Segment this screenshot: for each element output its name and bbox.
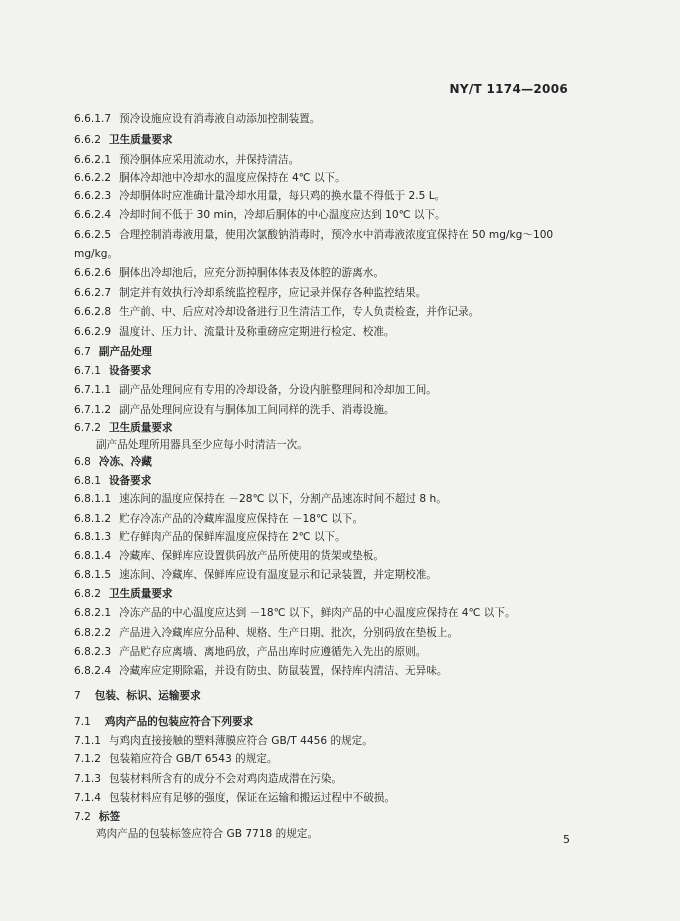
clause-number: 6.8.1.4 [74,550,112,562]
clause-line [74,228,553,242]
clause-number: 7.1.2 [74,753,101,765]
clause-text: 副产品处理间应有专用的冷却设备，分设内脏整理间和冷却加工间。 [119,384,437,396]
clause-line [74,664,447,678]
clause-number: 7.2 [74,811,91,823]
clause-text: 合理控制消毒液用量，使用次氯酸钠消毒时，预冷水中消毒液浓度宜保持在 50 mg/kg～100 [119,229,554,241]
clause-number: 6.6.1.7 [74,113,112,125]
clause-number: 6.6.2.8 [74,306,112,318]
clause-number: 6.8.2.4 [74,665,112,677]
clause-text: 制定并有效执行冷却系统监控程序，应记录并保存各种监控结果。 [119,287,427,299]
clause-text: 速冻间的温度应保持在 －28℃ 以下，分割产品速冻时间不超过 8 h。 [119,493,447,505]
section-heading [74,587,173,601]
clause-text: 副产品处理间应设有与胴体加工间同样的洗手、消毒设施。 [119,404,395,416]
clause-number: 7.1.1 [74,735,101,747]
section-heading [74,689,201,703]
clause-line [74,171,346,185]
clause-text: 包装箱应符合 GB/T 6543 的规定。 [108,753,278,765]
clause-number: 6.8 [74,456,91,468]
clause-line [74,403,395,417]
clause-number: 6.7.1 [74,365,101,377]
page-number: 5 [563,833,570,846]
clause-text: 副产品处理所用器具至少应每小时清洁一次。 [96,439,308,451]
clause-text: 副产品处理 [98,346,152,358]
clause-text: 卫生质量要求 [108,134,173,146]
clause-line [74,549,384,563]
clause-number: 6.8.2.1 [74,607,112,619]
clause-text: 冷冻产品的中心温度应达到 －18℃ 以下，鲜肉产品的中心温度应保持在 4℃ 以下。 [119,607,516,619]
clause-number: 6.6.2.7 [74,287,112,299]
clause-line [74,791,395,805]
clause-text: 贮存鲜肉产品的保鲜库温度应保持在 2℃ 以下。 [119,531,346,543]
clause-line [96,827,318,841]
clause-number: 6.6.2.9 [74,326,112,338]
clause-line [74,325,395,339]
clause-number: 6.8.1.5 [74,569,112,581]
clause-text: 设备要求 [108,365,152,377]
section-heading [74,133,173,147]
clause-number: 7.1.3 [74,773,101,785]
section-heading [74,345,152,359]
clause-number: 6.6.2.5 [74,229,112,241]
clause-text: 冷却时间不低于 30 min，冷却后胴体的中心温度应达到 10℃ 以下。 [119,209,446,221]
clause-line [74,626,458,640]
section-heading [74,715,253,729]
clause-text: 冷藏库应定期除霜，并设有防虫、防鼠装置，保持库内清洁、无异味。 [119,665,448,677]
clause-line [74,305,479,319]
section-heading [74,474,151,488]
clause-line [74,383,437,397]
clause-text: 包装材料所含有的成分不会对鸡肉造成潜在污染。 [108,773,343,785]
clause-number: 7.1.4 [74,792,101,804]
section-heading [74,810,120,824]
clause-number: 6.7 [74,346,91,358]
clause-line [74,112,320,126]
clause-line [74,772,342,786]
clause-number: 6.7.1.1 [74,384,112,396]
clause-line [74,645,426,659]
standard-code: NY/T 1174—2006 [449,82,568,96]
clause-number: 6.7.1.2 [74,404,112,416]
clause-text: 产品贮存应离墙、离地码放，产品出库时应遵循先入先出的原则。 [119,646,427,658]
clause-text: 生产前、中、后应对冷却设备进行卫生清洁工作，专人负责检查，并作记录。 [119,306,480,318]
clause-text: 产品进入冷藏库应分品种、规格、生产日期、批次，分别码放在垫板上。 [119,627,459,639]
clause-number: 6.6.2.3 [74,190,112,202]
clause-line [74,492,447,506]
clause-line [74,752,278,766]
clause-text: 胴体冷却池中冷却水的温度应保持在 4℃ 以下。 [119,172,346,184]
clause-line [74,153,299,167]
section-heading [74,421,173,435]
clause-number: 6.8.2.3 [74,646,112,658]
clause-line [74,512,363,526]
clause-number: 6.6.2.6 [74,267,112,279]
clause-number: 7.1 [74,716,91,728]
clause-number: 6.8.1.1 [74,493,112,505]
clause-line [96,438,308,452]
clause-text: 贮存冷冻产品的冷藏库温度应保持在 －18℃ 以下。 [119,513,364,525]
clause-line [74,286,426,300]
clause-text: 鸡肉产品的包装应符合下列要求 [104,716,254,728]
clause-text: mg/kg。 [74,248,119,260]
clause-text: 鸡肉产品的包装标签应符合 GB 7718 的规定。 [96,828,319,840]
clause-text: 冷藏库、保鲜库应设置供码放产品所使用的货架或垫板。 [119,550,384,562]
clause-text: 标签 [98,811,121,823]
clause-text: 设备要求 [108,475,152,487]
clause-text: 温度计、压力计、流量计及称重磅应定期进行检定、校准。 [119,326,395,338]
clause-text: 包装、标识、运输要求 [94,690,201,702]
clause-number: 6.8.2.2 [74,627,112,639]
clause-line [74,208,446,222]
clause-text: 与鸡肉直接接触的塑料薄膜应符合 GB/T 4456 的规定。 [108,735,373,747]
clause-line [74,568,437,582]
clause-number: 6.6.2.4 [74,209,112,221]
section-heading [74,455,152,469]
clause-number: 6.8.1 [74,475,101,487]
clause-number: 6.8.1.3 [74,531,112,543]
clause-number: 6.6.2.1 [74,154,112,166]
clause-text: 卫生质量要求 [108,422,173,434]
clause-line [74,189,445,203]
clause-text: 预冷设施应设有消毒液自动添加控制装置。 [119,113,321,125]
clause-number: 6.6.2.2 [74,172,112,184]
clause-number: 6.8.2 [74,588,101,600]
clause-line [74,530,346,544]
clause-number: 6.7.2 [74,422,101,434]
clause-number: 6.8.1.2 [74,513,112,525]
clause-text: 速冻间、冷藏库、保鲜库应设有温度显示和记录装置，并定期校准。 [119,569,437,581]
clause-number: 7 [74,690,81,702]
clause-text: 包装材料应有足够的强度，保证在运输和搬运过程中不破损。 [108,792,395,804]
clause-line [74,247,118,261]
clause-text: 冷却胴体时应准确计量冷却水用量，每只鸡的换水量不得低于 2.5 L。 [119,190,446,202]
clause-number: 6.6.2 [74,134,101,146]
clause-text: 胴体出冷却池后，应充分沥掉胴体体表及体腔的游离水。 [119,267,384,279]
clause-line [74,266,384,280]
section-heading [74,364,151,378]
clause-text: 预冷胴体应采用流动水，并保持清洁。 [119,154,300,166]
clause-line [74,734,373,748]
clause-text: 冷冻、冷藏 [98,456,152,468]
clause-line [74,606,516,620]
clause-text: 卫生质量要求 [108,588,173,600]
